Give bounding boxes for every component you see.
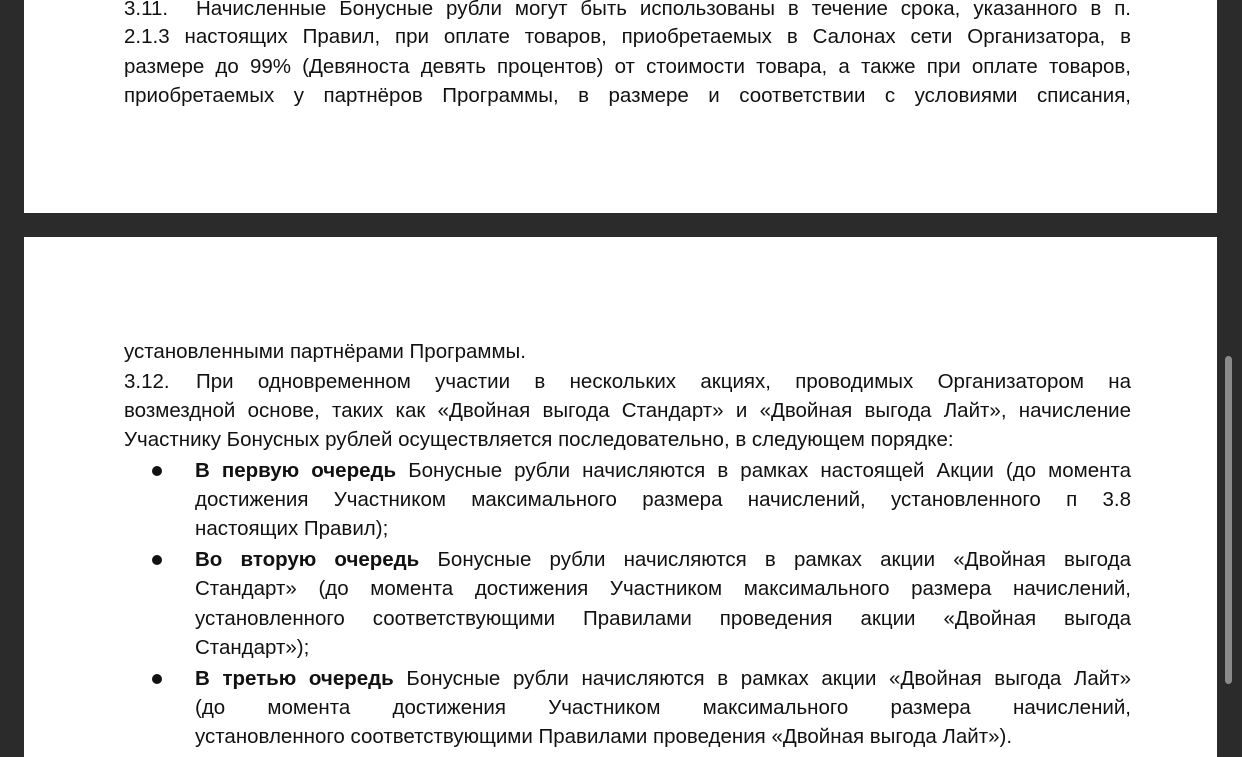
text-line: Участнику Бонусных рублей осуществляется последовательно, в следующем порядке:	[124, 428, 954, 451]
bullet-icon	[152, 674, 162, 684]
text-line: 2.1.3 настоящих Правил, при оплате товаров, приобретаемых в Салонах сети Организатора, в	[124, 25, 1131, 48]
text-line: возмездной основе, таких как «Двойная выгода Стандарт» и «Двойная выгода Лайт», начисление	[124, 399, 1131, 422]
bullet-icon	[152, 555, 162, 565]
list-item-text: Бонусные рубли начисляются в рамках акции «Двойная выгода	[437, 548, 1132, 571]
text-line: установленными партнёрами Программы.	[124, 340, 526, 363]
text-line	[124, 0, 1131, 23]
list-item-line	[195, 456, 1131, 485]
list-item-line: установленного соответствующими Правилами проведения «Двойная выгода Лайт»).	[195, 725, 1013, 748]
list-item-text: Бонусные рубли начисляются в рамках акции «Двойная выгода Лайт»	[406, 667, 1131, 690]
list-item-line: достижения Участником максимального размера начислений, установленного п 3.8	[195, 488, 1131, 511]
clause-number: 3.11.	[124, 0, 169, 20]
list-item-text: Бонусные рубли начисляются в рамках настоящей Акции (до момента	[408, 459, 1132, 482]
clause-text: При одновременном участии в нескольких акциях, проводимых Организатором на	[196, 370, 1131, 393]
list-item-line	[195, 545, 1131, 574]
list-item-line: Стандарт» (до момента достижения Участником максимального размера начислений,	[195, 577, 1131, 600]
vertical-scrollbar[interactable]	[1222, 0, 1234, 757]
list-item-line: настоящих Правил);	[195, 517, 389, 540]
document-page	[24, 237, 1217, 757]
list-item-lead: Во вторую очередь	[195, 548, 420, 571]
bullet-icon	[152, 466, 162, 476]
clause-text: Начисленные Бонусные рубли могут быть использованы в течение срока, указанного в п.	[196, 0, 1131, 20]
text-line	[124, 367, 1131, 396]
scrollbar-thumb[interactable]	[1225, 356, 1232, 684]
text-line: приобретаемых у партнёров Программы, в размере и соответствии с условиями списания,	[124, 84, 1131, 107]
clause-number: 3.12.	[124, 370, 170, 393]
list-item-line: Стандарт»);	[195, 636, 310, 659]
list-item-lead: В первую очередь	[195, 459, 397, 482]
list-item-line: установленного соответствующими Правилами проведения акции «Двойная выгода	[195, 607, 1131, 630]
document-page	[24, 0, 1217, 213]
text-line: размере до 99% (Девяноста девять процентов) от стоимости товара, а также при оплате товаров,	[124, 55, 1131, 78]
list-item-line	[195, 664, 1131, 693]
list-item-lead: В третью очередь	[195, 667, 394, 690]
list-item-line: (до момента достижения Участником максимального размера начислений,	[195, 696, 1131, 719]
